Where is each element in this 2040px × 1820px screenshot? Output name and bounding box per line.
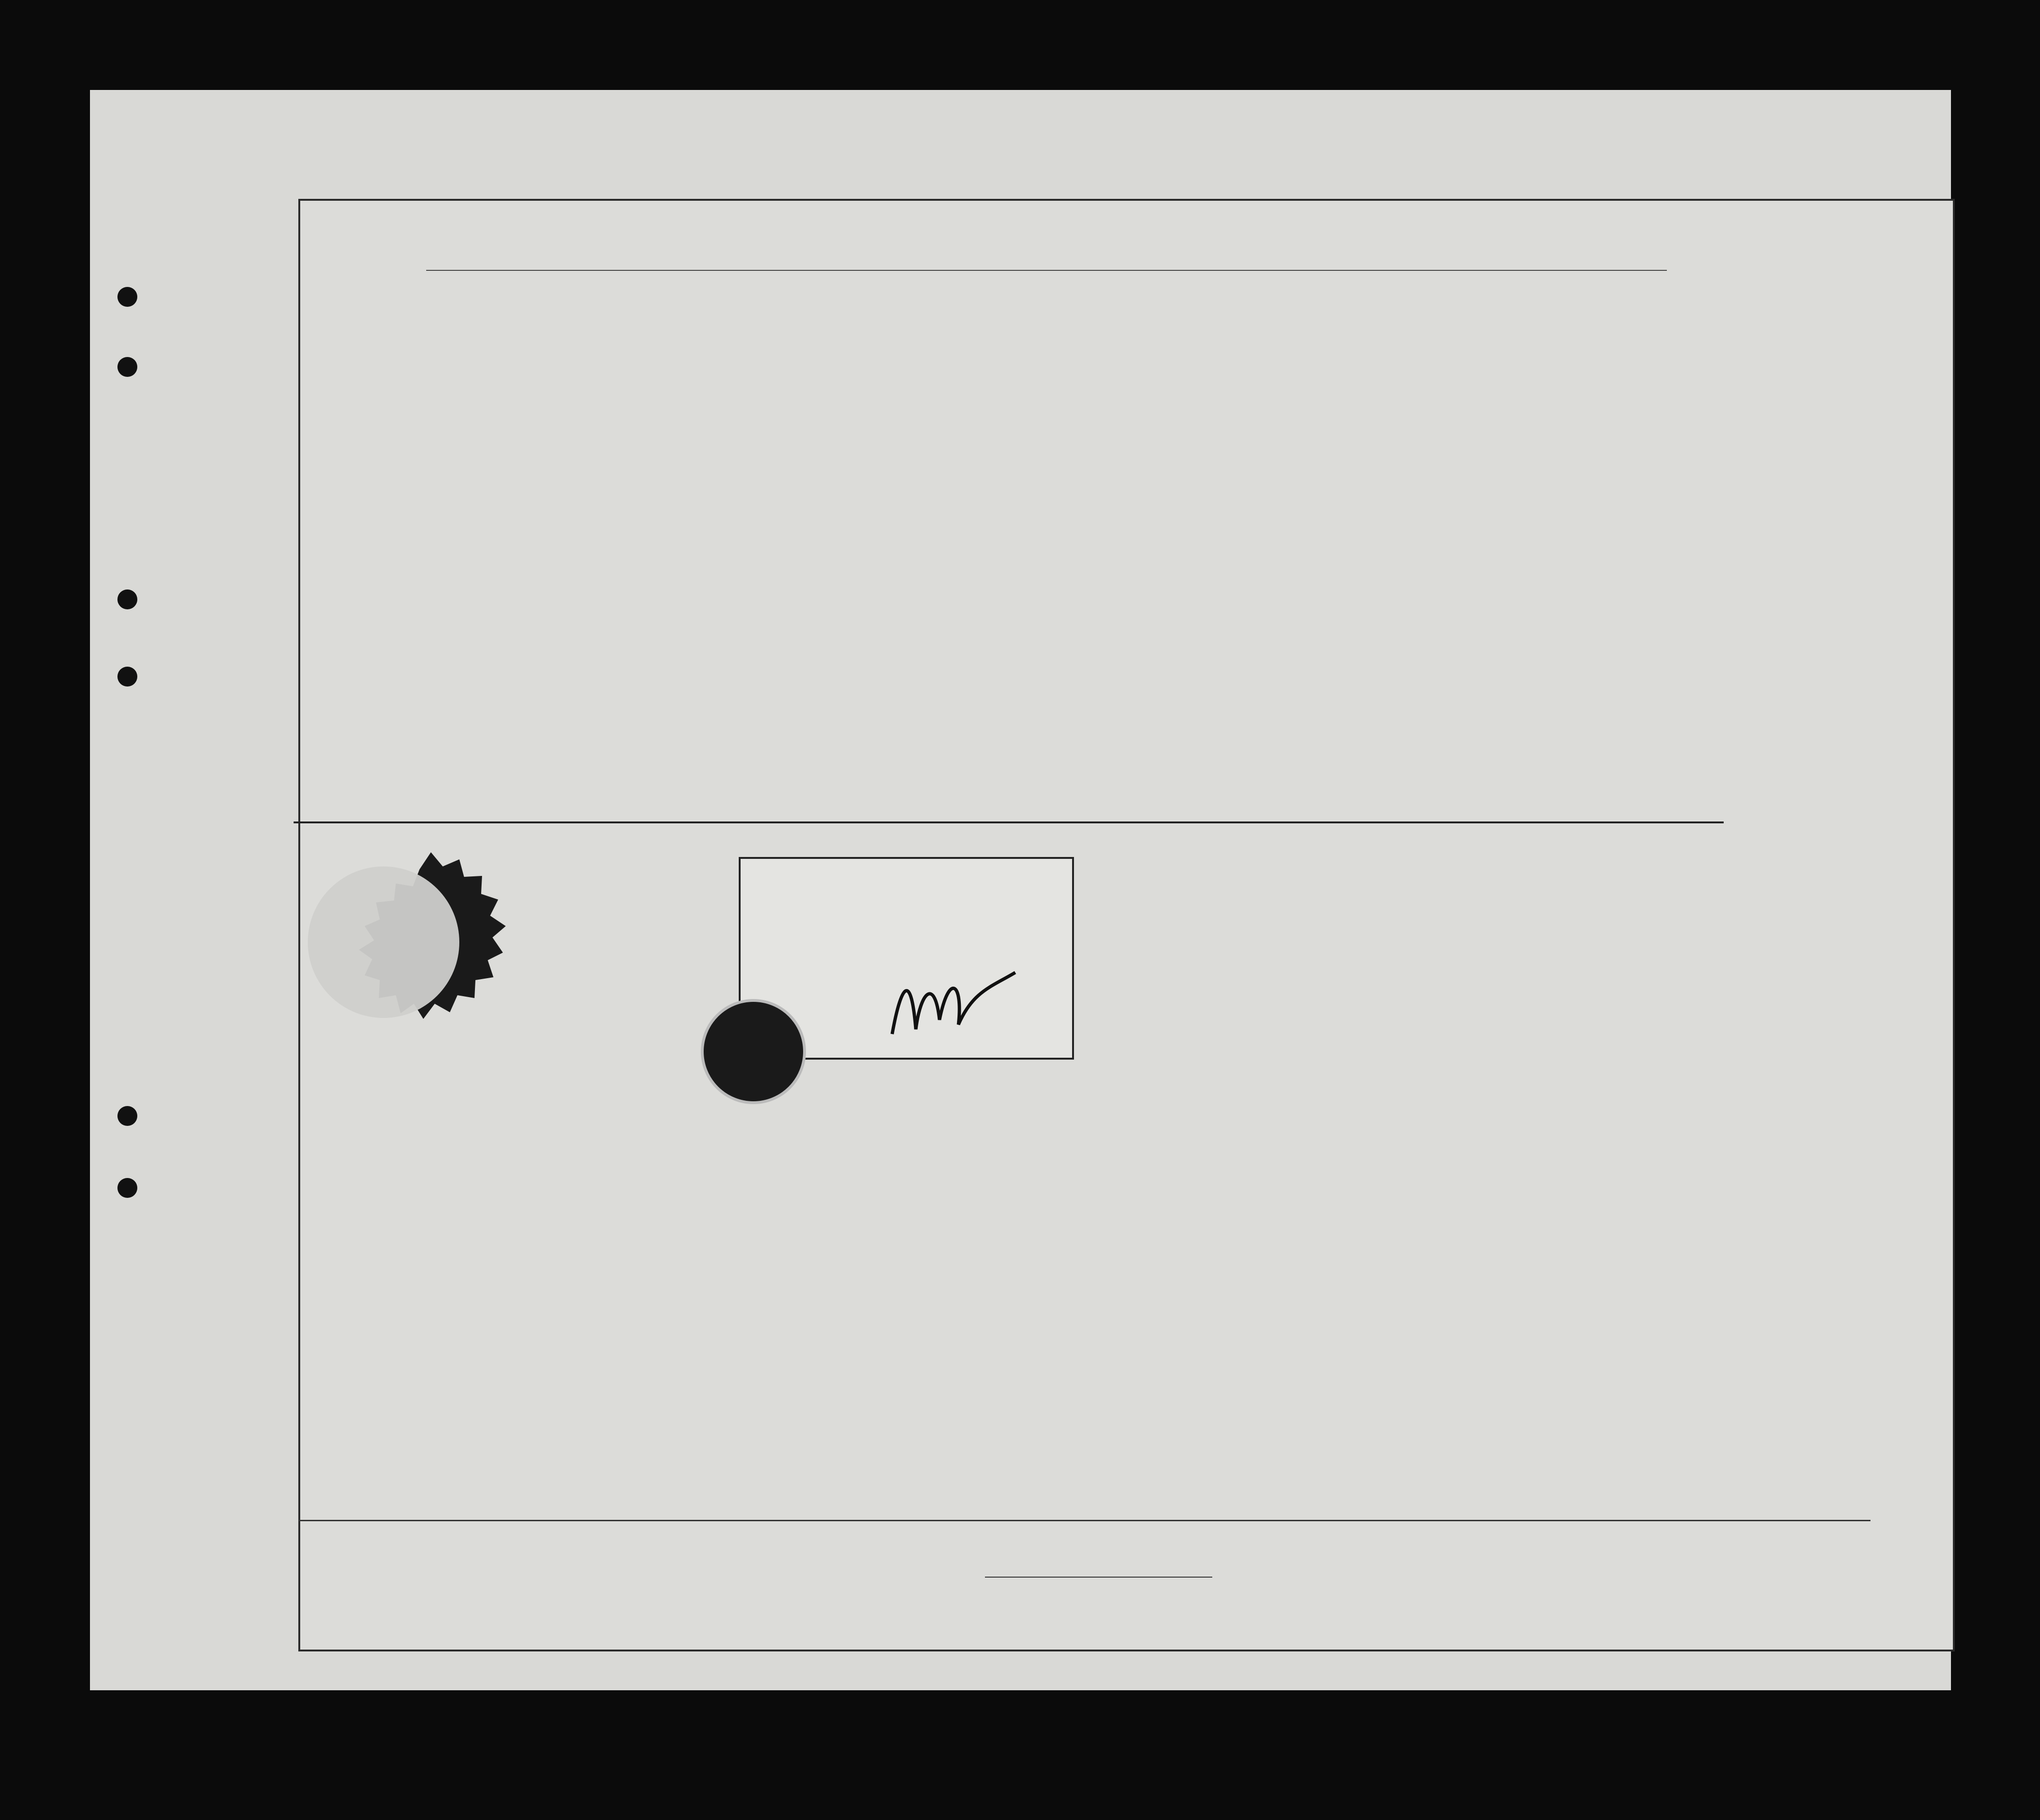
binder-hole [117, 1106, 137, 1126]
vessel-underline [426, 270, 1667, 271]
consul-signature [883, 963, 1025, 1048]
binder-hole [117, 589, 137, 609]
closing-rule [294, 821, 1724, 823]
embossed-seal [303, 848, 521, 1037]
binder-hole [117, 667, 137, 687]
signature-stroke [892, 972, 1015, 1034]
fee-stamp-seal [701, 999, 806, 1104]
footer-rule [298, 1520, 1870, 1521]
form-frame [298, 199, 1955, 1651]
seal-emboss [308, 866, 459, 1018]
binder-hole [117, 287, 137, 307]
binder-hole [117, 357, 137, 377]
inspector-line [985, 1577, 1212, 1578]
binder-hole [117, 1178, 137, 1198]
